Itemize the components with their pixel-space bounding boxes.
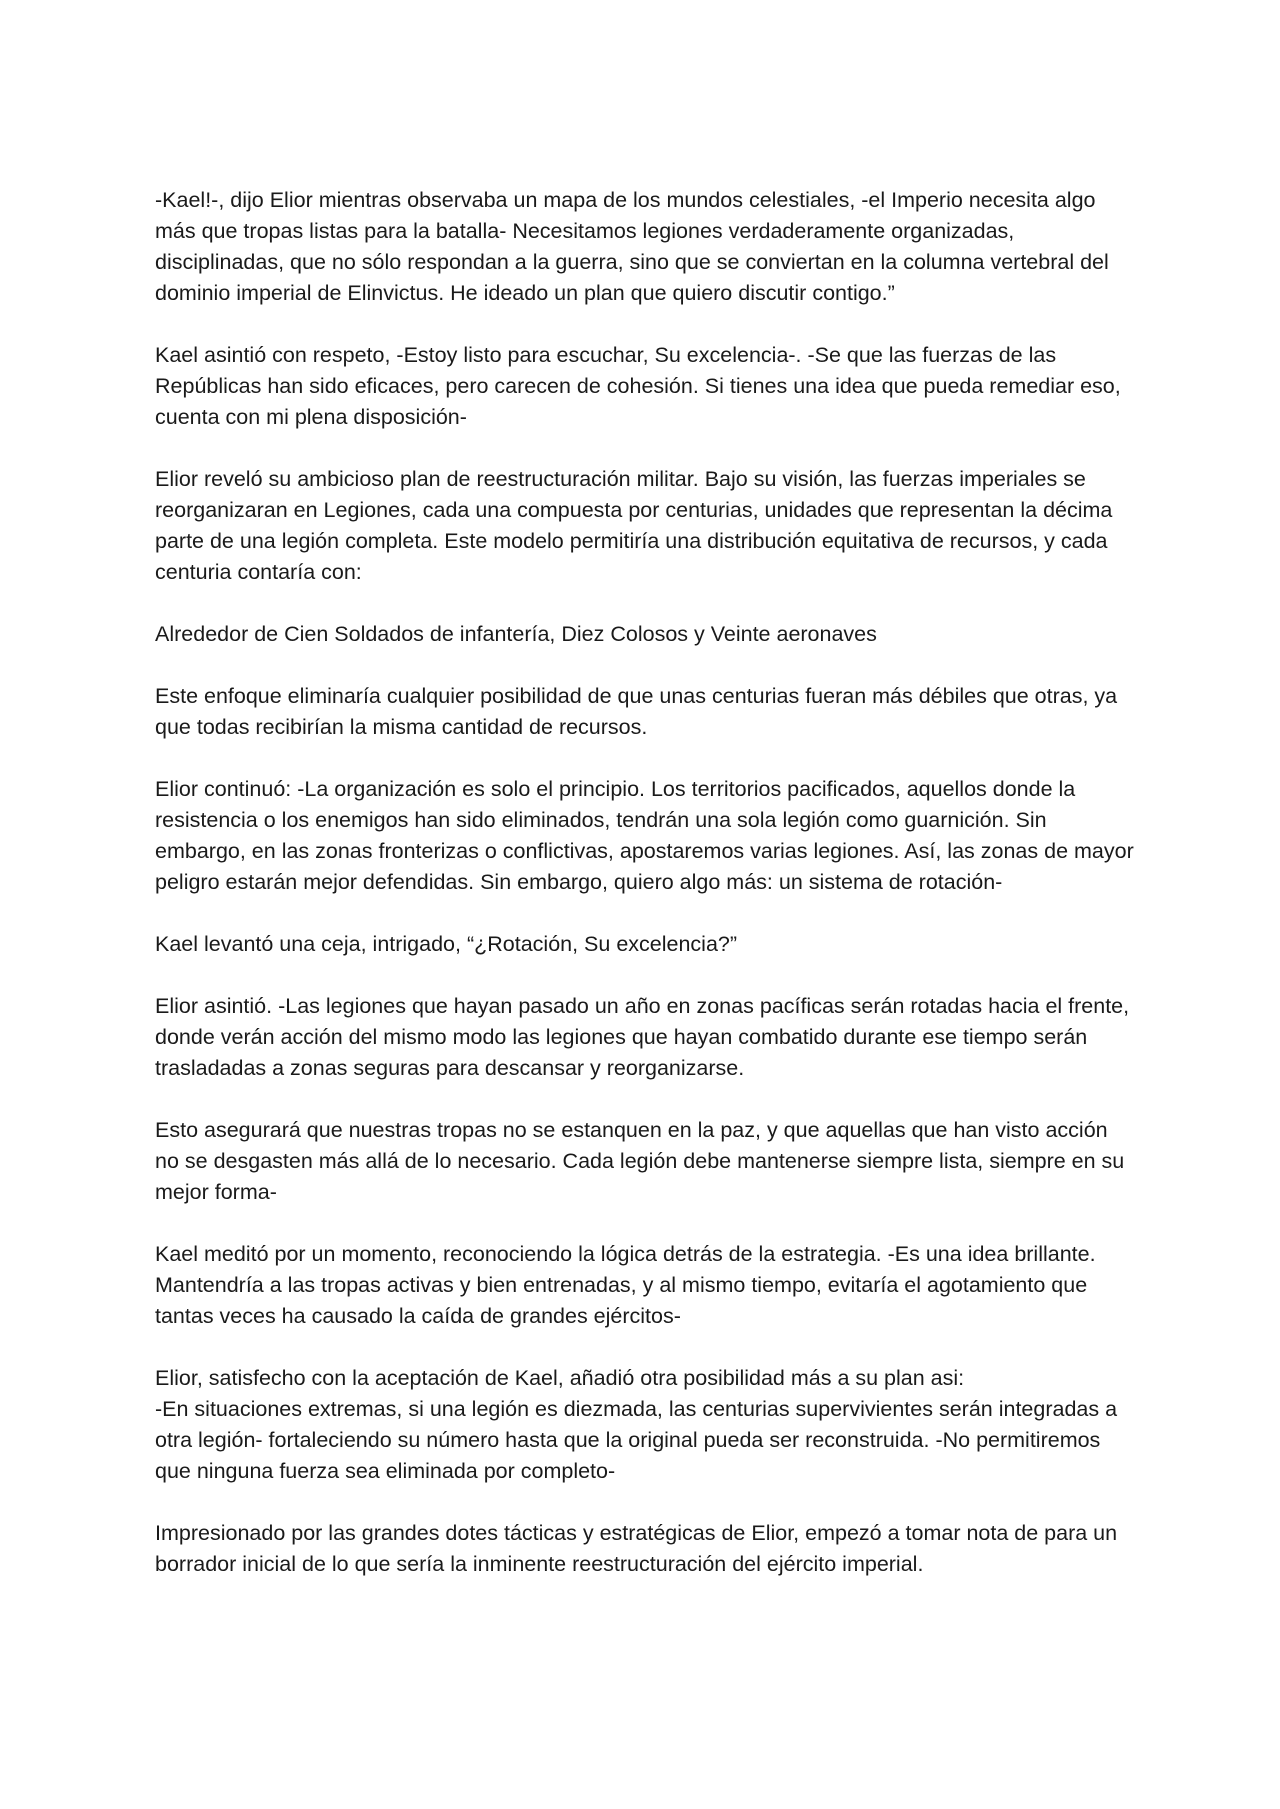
paragraph: Elior, satisfecho con la aceptación de Kael, añadió otra posibilidad más a su plan asi: -En situaciones extremas, si una legión es diezmada, las centurias supervivientes serán integradas a otra legión- fortaleciendo su número hasta que la original pueda ser reconstruida. -No permitiremos que ninguna fuerza sea eliminada por completo- <box>155 1366 1118 1483</box>
paragraph: -Kael!-, dijo Elior mientras observaba un mapa de los mundos celestiales, -el Imperio necesita algo más que tropas listas para la batalla- Necesitamos legiones verdaderamente organizadas, disciplinadas, que no sólo respondan a la guerra, sino que se conviertan en la columna vertebral del dominio imperial de Elinvictus. He ideado un plan que quiero discutir contigo.” <box>155 188 1109 305</box>
paragraph: Este enfoque eliminaría cualquier posibilidad de que unas centurias fueran más débiles que otras, ya que todas recibirían la misma cantidad de recursos. <box>155 684 1118 739</box>
paragraph: Alrededor de Cien Soldados de infantería, Diez Colosos y Veinte aeronaves <box>155 622 877 646</box>
paragraph: Impresionado por las grandes dotes tácticas y estratégicas de Elior, empezó a tomar nota de para un borrador inicial de lo que sería la inminente reestructuración del ejército imperial. <box>155 1521 1118 1576</box>
document-body <box>155 185 1137 1611</box>
paragraph: Elior reveló su ambicioso plan de reestructuración militar. Bajo su visión, las fuerzas imperiales se reorganizaran en Legiones, cada una compuesta por centurias, unidades que representan la décima parte de una legión completa. Este modelo permitiría una distribución equitativa de recursos, y cada centuria contaría con: <box>155 467 1113 584</box>
paragraph: Elior asintió. -Las legiones que hayan pasado un año en zonas pacíficas serán rotadas hacia el frente, donde verán acción del mismo modo las legiones que hayan combatido durante ese tiempo serán trasladadas a zonas seguras para descansar y reorganizarse. <box>155 994 1130 1080</box>
paragraph: Kael asintió con respeto, -Estoy listo para escuchar, Su excelencia-. -Se que las fuerzas de las Repúblicas han sido eficaces, pero carecen de cohesión. Si tienes una idea que pueda remediar eso, cuenta con mi plena disposición- <box>155 343 1121 429</box>
paragraph: Elior continuó: -La organización es solo el principio. Los territorios pacificados, aquellos donde la resistencia o los enemigos han sido eliminados, tendrán una sola legión como guarnición. Sin embargo, en las zonas fronterizas o conflictivas, apostaremos varias legiones. Así, las zonas de mayor peligro estarán mejor defendidas. Sin embargo, quiero algo más: un sistema de rotación- <box>155 777 1134 894</box>
paragraph: Kael levantó una ceja, intrigado, “¿Rotación, Su excelencia?” <box>155 932 738 956</box>
paragraph: Esto asegurará que nuestras tropas no se estanquen en la paz, y que aquellas que han visto acción no se desgasten más allá de lo necesario. Cada legión debe mantenerse siempre lista, siempre en su mejor forma- <box>155 1118 1125 1204</box>
paragraph: Kael meditó por un momento, reconociendo la lógica detrás de la estrategia. -Es una idea brillante. Mantendría a las tropas activas y bien entrenadas, y al mismo tiempo, evitaría el agotamiento que tantas veces ha causado la caída de grandes ejércitos- <box>155 1242 1096 1328</box>
